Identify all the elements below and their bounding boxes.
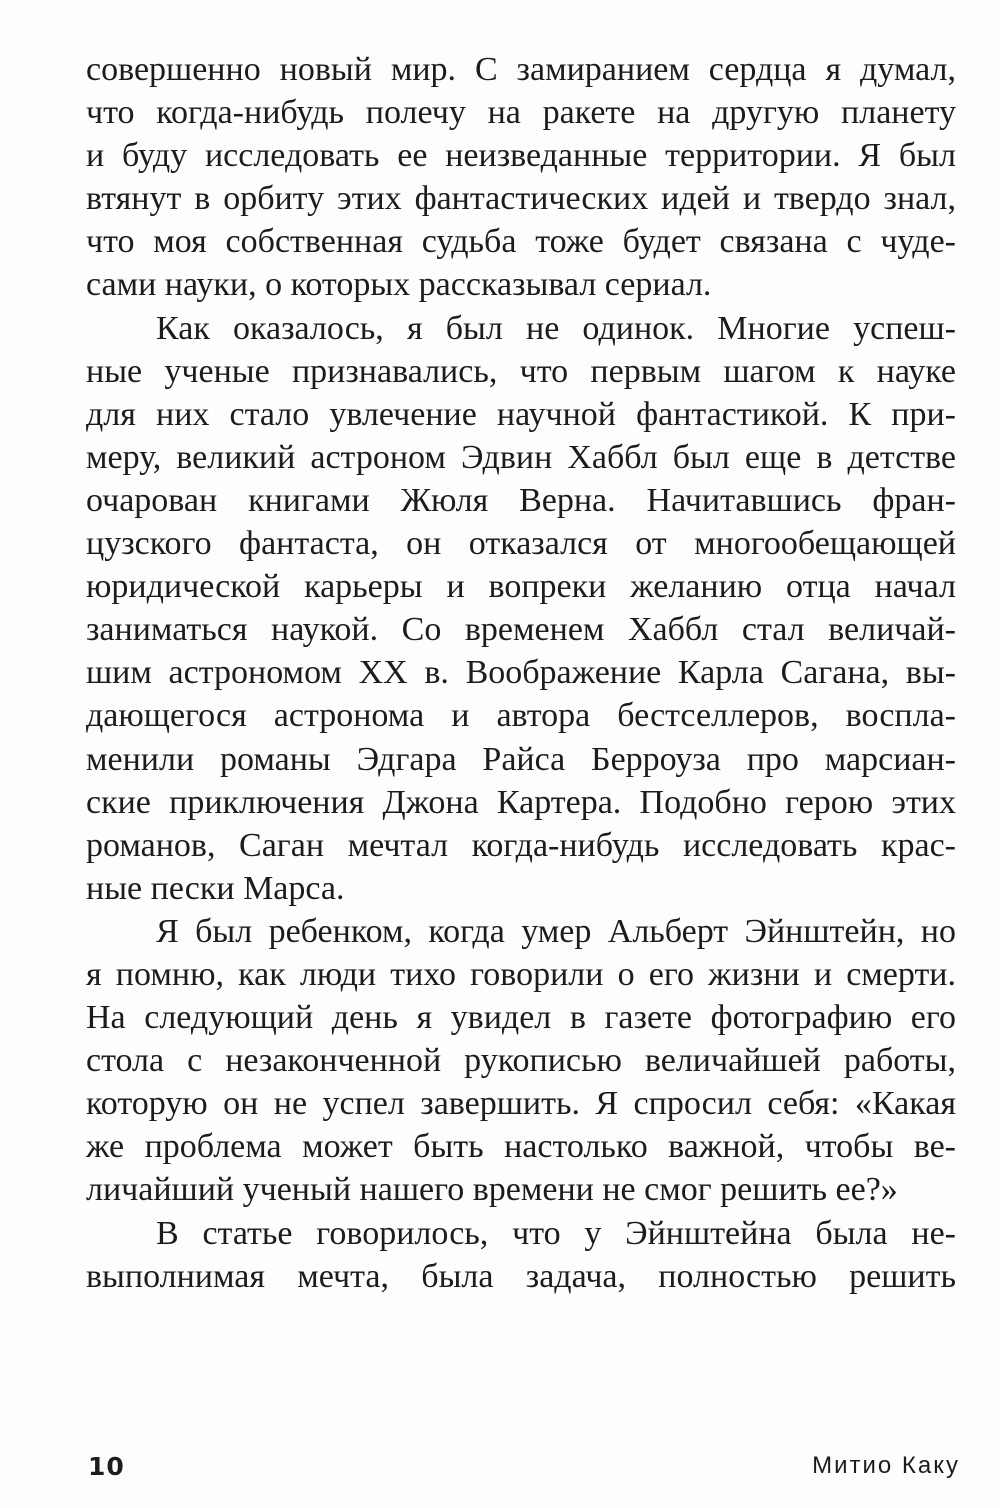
text-line: ские приключения Джона Картера. Подобно герою этих: [86, 783, 956, 821]
text-line: Как оказалось, я был не одинок. Многие успеш-: [156, 309, 956, 347]
text-line: втянут в орбиту этих фантастических идей и твердо знал,: [86, 180, 956, 218]
text-line: шим астрономом XX в. Воображение Карла Сагана, вы-: [86, 654, 956, 692]
text-line: дающегося астронома и автора бестселлеров, воспла-: [86, 697, 956, 735]
text-line: личайший ученый нашего времени не смог решить ее?»: [86, 1171, 898, 1209]
text-line: цузского фантаста, он отказался от многообещающей: [86, 525, 956, 563]
text-line: заниматься наукой. Со временем Хаббл стал величай-: [86, 611, 956, 649]
text-line: романов, Саган мечтал когда-нибудь исследовать крас-: [86, 826, 956, 864]
text-line: На следующий день я увидел в газете фотографию его: [86, 999, 956, 1037]
text-line: которую он не успел завершить. Я спросил себя: «Какая: [86, 1085, 956, 1123]
text-line: юридической карьеры и вопреки желанию отца начал: [86, 568, 956, 606]
text-line: ные пески Марса.: [86, 869, 345, 907]
text-line: совершенно новый мир. С замиранием сердца я думал,: [86, 51, 956, 88]
text-line: что моя собственная судьба тоже будет связана с чуде-: [86, 223, 956, 261]
page-number: 10: [88, 1452, 125, 1481]
text-line: очарован книгами Жюля Верна. Начитавшись фран-: [86, 481, 956, 519]
text-line: выполнимая мечта, была задача, полностью решить: [86, 1257, 956, 1295]
text-line: Я был ребенком, когда умер Альберт Эйнштейн, но: [156, 912, 956, 950]
text-line: В статье говорилось, что у Эйнштейна была не-: [156, 1214, 956, 1252]
text-line: я помню, как люди тихо говорили о его жизни и смерти.: [86, 955, 956, 993]
running-footer-author: Митио Каку: [812, 1452, 960, 1479]
text-line: меру, великий астроном Эдвин Хаббл был еще в детстве: [86, 438, 956, 476]
text-line: стола с незаконченной рукописью величайшей работы,: [86, 1042, 956, 1080]
text-line: для них стало увлечение научной фантастикой. К при-: [86, 395, 956, 433]
text-line: же проблема может быть настолько важной, чтобы ве-: [86, 1128, 956, 1166]
text-line: ные ученые признавались, что первым шагом к науке: [86, 352, 956, 390]
text-line: менили романы Эдгара Райса Берроуза про марсиан-: [86, 740, 956, 778]
text-line: что когда-нибудь полечу на ракете на другую планету: [86, 94, 956, 132]
text-line: и буду исследовать ее неизведанные территории. Я был: [86, 137, 956, 175]
text-line: сами науки, о которых рассказывал сериал.: [86, 266, 712, 304]
page-body: [86, 48, 956, 1298]
